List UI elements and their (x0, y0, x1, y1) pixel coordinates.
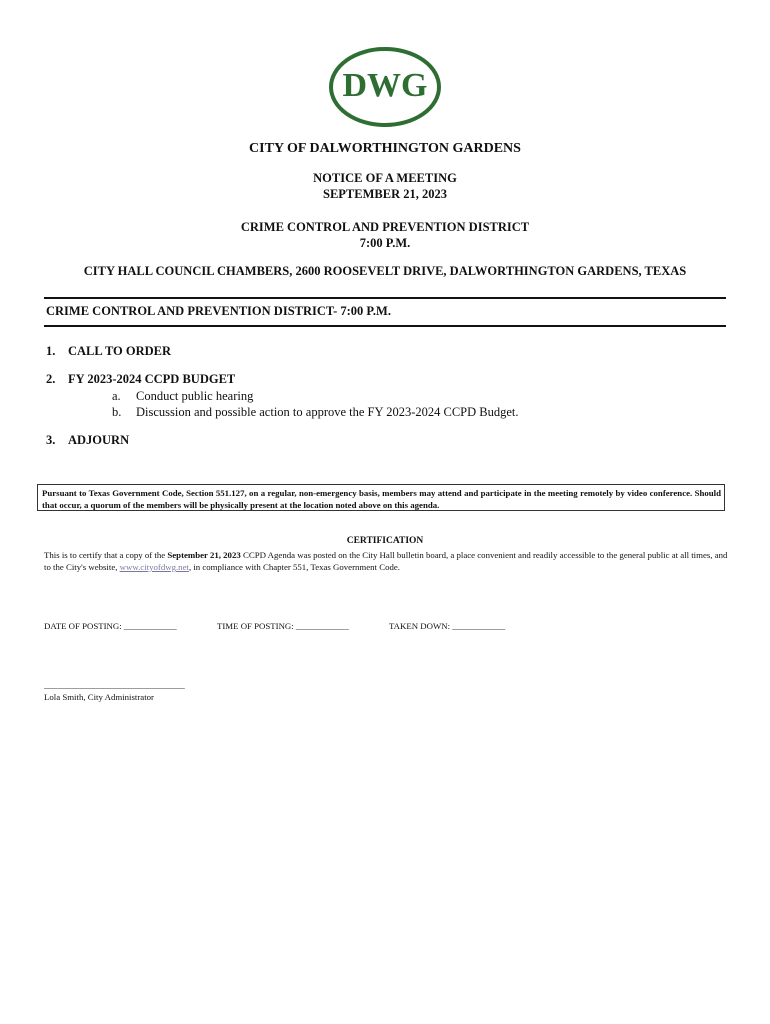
notice-label: NOTICE OF A MEETING (313, 171, 457, 185)
taken-down: TAKEN DOWN: ____________ (389, 621, 506, 631)
agenda-item-number: 3. (46, 433, 56, 447)
agenda-item-title: CALL TO ORDER (68, 344, 172, 358)
meeting-time: 7:00 P.M. (359, 236, 411, 250)
agenda-item-number: 1. (46, 344, 56, 358)
divider-bottom (44, 325, 726, 327)
agenda-item-title: ADJOURN (68, 433, 130, 447)
subitem-text: Discussion and possible action to approve the FY 2023-2024 CCPD Budget. (136, 405, 519, 419)
signature-line: ________________________________ (44, 680, 185, 690)
certification-title: CERTIFICATION (346, 536, 424, 546)
certification-text (44, 549, 730, 573)
agenda-subitem (112, 405, 519, 420)
cert-date: September 21, 2023 (167, 550, 241, 560)
divider-top (44, 297, 726, 299)
agenda-item-number: 2. (46, 372, 56, 386)
agenda-subitem (112, 389, 253, 404)
remote-meeting-notice: Pursuant to Texas Government Code, Section 551.127, on a regular, non-emergency basis, members may attend and participate in the meeting remotely by video conference. Should that occur, a quorum of the members will be physically present at the location noted above on this agenda. (37, 484, 725, 511)
cert-text-middle: CCPD Agenda was posted on the City Hall bulletin board, a place convenient and readily accessible to the general public at all times, and to the City's website, (44, 550, 728, 572)
section-title: CRIME CONTROL AND PREVENTION DISTRICT- 7:00 P.M. (46, 304, 391, 318)
district-heading (0, 219, 770, 251)
time-of-posting: TIME OF POSTING: ____________ (217, 621, 349, 631)
cert-text-end: , in compliance with Chapter 551, Texas Government Code. (188, 562, 400, 572)
cert-text-start: This is to certify that a copy of the (44, 550, 168, 560)
agenda-item (46, 372, 235, 387)
agenda-item (46, 344, 171, 359)
district-name: CRIME CONTROL AND PREVENTION DISTRICT (240, 220, 530, 234)
city-website-link[interactable]: www.cityofdwg.net (119, 562, 189, 572)
city-name: CITY OF DALWORTHINGTON GARDENS (249, 141, 521, 156)
date-of-posting: DATE OF POSTING: ____________ (44, 621, 177, 631)
meeting-location: CITY HALL COUNCIL CHAMBERS, 2600 ROOSEVELT DRIVE, DALWORTHINGTON GARDENS, TEXAS (83, 264, 687, 278)
agenda-item (46, 433, 129, 448)
city-logo-icon (328, 46, 442, 128)
meeting-notice (0, 170, 770, 202)
subitem-text: Conduct public hearing (136, 389, 254, 403)
subitem-letter: a. (112, 389, 121, 403)
logo-letters: DWG (342, 67, 428, 104)
signatory-name: Lola Smith, City Administrator (44, 692, 154, 702)
meeting-date: SEPTEMBER 21, 2023 (323, 187, 447, 201)
subitem-letter: b. (112, 405, 122, 419)
agenda-item-title: FY 2023-2024 CCPD BUDGET (68, 372, 236, 386)
